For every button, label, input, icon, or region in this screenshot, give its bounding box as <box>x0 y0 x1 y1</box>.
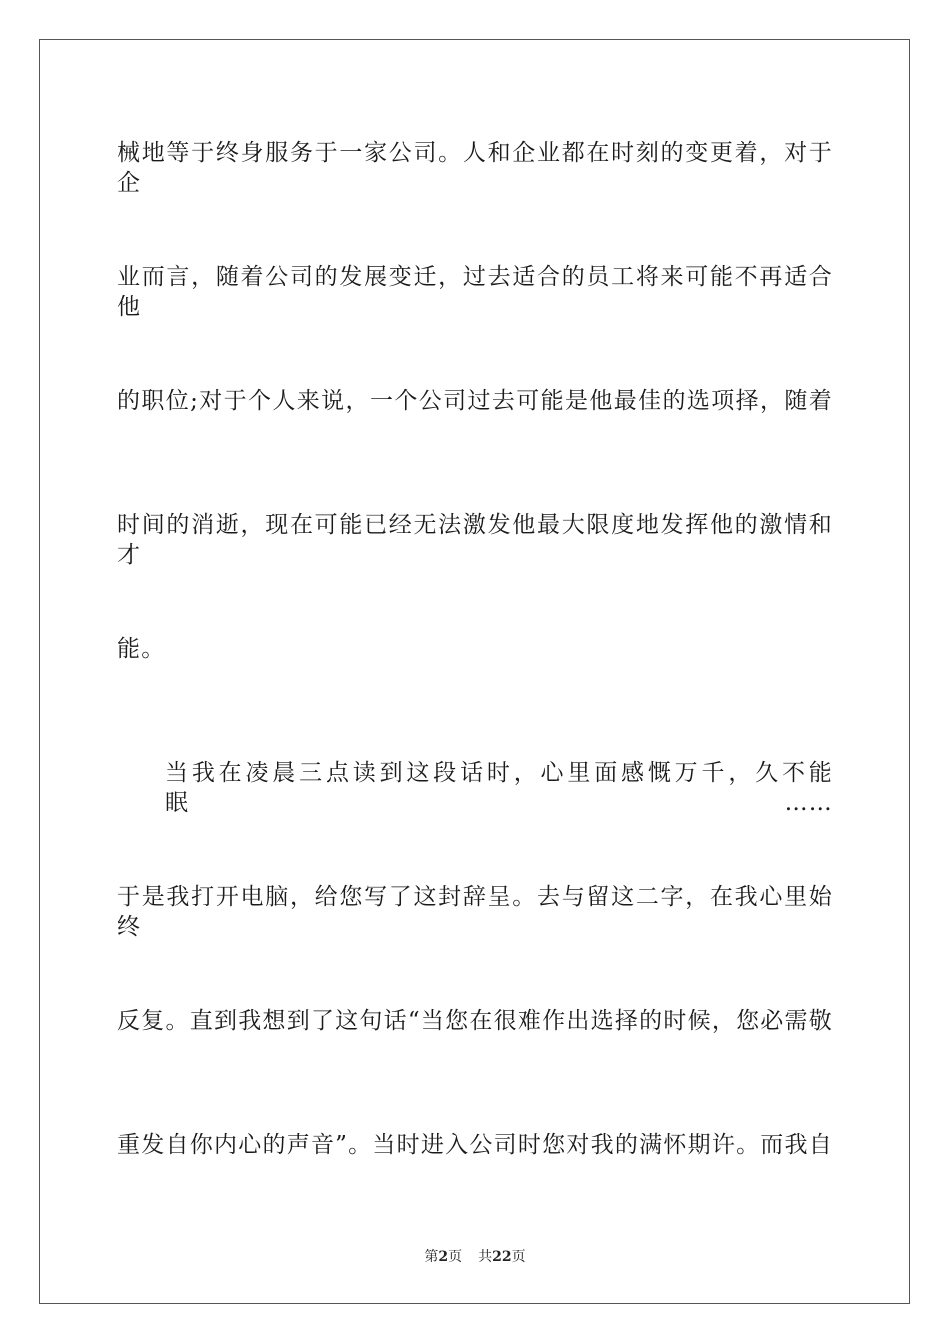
total-pages: 22 <box>492 1249 512 1265</box>
text-line: 的职位;对于个人来说，一个公司过去可能是他最佳的选项择，随着 <box>117 388 833 414</box>
text-line: 反复。直到我想到了这句话“当您在很难作出选择的时候，您必需敬 <box>117 1008 833 1034</box>
page-current: 2 <box>438 1249 449 1265</box>
text-line: 业而言，随着公司的发展变迁，过去适合的员工将来可能不再适合他 <box>117 264 833 320</box>
page-border <box>39 39 910 1304</box>
page-prefix: 第 <box>424 1249 439 1265</box>
text-line: 重发自你内心的声音”。当时进入公司时您对我的满怀期许。而我自 <box>117 1132 833 1158</box>
total-prefix: 共 <box>478 1249 493 1265</box>
page-suffix: 页 <box>448 1249 463 1265</box>
text-line: 时间的消逝，现在可能已经无法激发他最大限度地发挥他的激情和才 <box>117 512 833 568</box>
text-line: 于是我打开电脑，给您写了这封辞呈。去与留这二字，在我心里始终 <box>117 884 833 940</box>
text-line: 械地等于终身服务于一家公司。人和企业都在时刻的变更着，对于企 <box>117 140 833 196</box>
page-footer <box>0 1248 950 1266</box>
paragraph-first-line: 当我在凌晨三点读到这段话时，心里面感慨万千，久不能眠…… <box>165 760 833 816</box>
total-suffix: 页 <box>511 1249 526 1265</box>
text-line: 能。 <box>117 636 166 662</box>
